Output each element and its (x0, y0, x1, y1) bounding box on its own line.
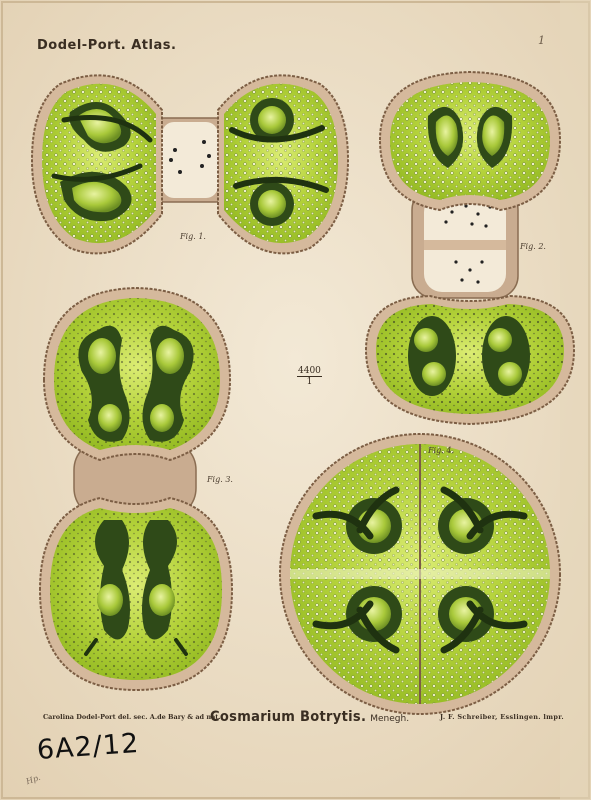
catalog-number: 6A2/12 (36, 727, 141, 766)
magnification-unit: 1 (306, 377, 313, 387)
handwritten-initials: Hp. (24, 772, 42, 787)
atlas-title: Dodel-Port. Atlas. (37, 38, 177, 53)
figure-3-label: Fig. 3. (207, 475, 233, 484)
artist-credit: Carolina Dodel-Port del. sec. A.de Bary & ad nat. (43, 713, 221, 721)
figure-4-cell (280, 434, 560, 714)
species-caption (210, 706, 409, 725)
magnification-value: 4400 (298, 366, 321, 376)
magnification-label (297, 366, 322, 387)
figure-2-label: Fig. 2. (520, 242, 546, 251)
species-name: Cosmarium Botrytis. (210, 709, 367, 725)
species-author: Menegh. (370, 714, 410, 724)
figure-4-label: Fig. 4. (428, 446, 454, 455)
plate-number: 1 (538, 34, 545, 47)
printer-credit: J. F. Schreiber, Esslingen. lmpr. (440, 713, 564, 721)
figure-1-label: Fig. 1. (180, 232, 206, 241)
